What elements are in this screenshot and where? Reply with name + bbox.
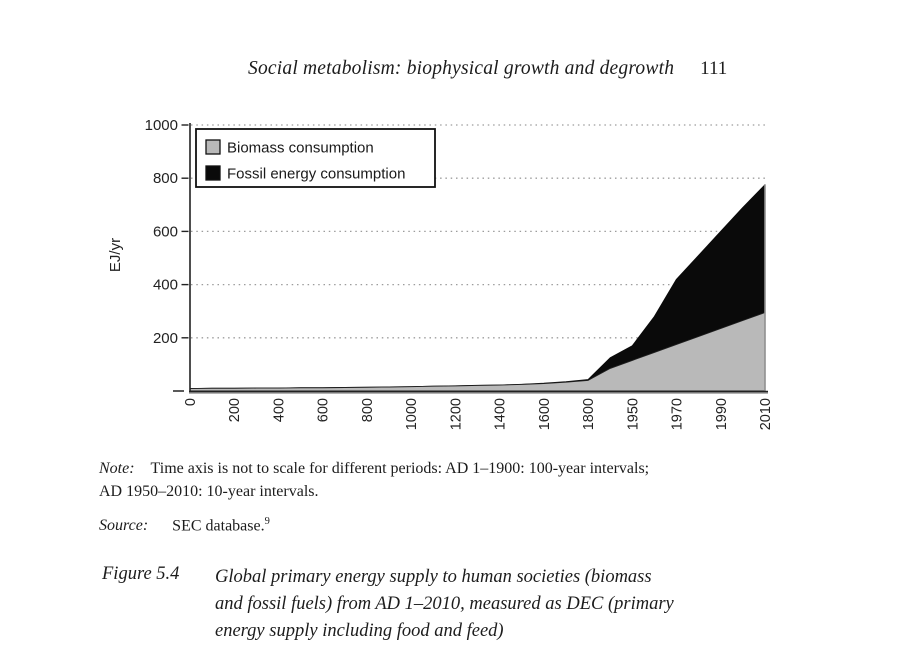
x-tick-label: 600 [315,398,332,423]
x-tick-label: 1800 [581,397,598,431]
y-tick-label: 1000 [144,117,178,134]
energy-supply-chart [100,105,800,450]
legend-swatch-biomass [206,140,220,154]
figure-label: Figure 5.4 [102,564,180,584]
source-footnote-marker: 9 [264,516,270,527]
source-text: SEC database. [172,517,265,535]
y-tick-label: 600 [152,223,178,241]
x-tick-label: 400 [271,398,288,423]
y-tick-label: 400 [152,276,178,294]
legend-label: Biomass consumption [227,139,374,157]
legend-swatch-fossil [206,166,220,180]
chart-note [99,457,839,503]
x-tick-label: 1990 [713,398,730,431]
y-tick-label: 800 [152,170,178,188]
note-line-2: AD 1950–2010: 10-year intervals. [99,483,319,500]
running-header [248,58,727,80]
x-tick-label: 1400 [492,398,509,431]
x-tick-label: 2010 [758,398,774,431]
figure-caption [102,564,674,645]
stacked-area-chart [100,105,800,450]
x-tick-label: 1950 [625,398,642,431]
x-tick-label: 0 [183,398,199,407]
running-header-title: Social metabolism: biophysical growth and degrowth [248,58,675,79]
y-axis-title: EJ/yr [107,237,124,273]
caption-line-3: energy supply including food and feed) [215,621,504,641]
source-label: Source: [99,517,149,535]
caption-line-2: and fossil fuels) from AD 1–2010, measured as DEC (primary [215,594,674,614]
x-tick-label: 1970 [669,398,686,431]
x-tick-label: 1200 [448,398,465,431]
note-label: Note: [99,460,135,477]
page-number: 111 [700,58,728,79]
x-tick-label: 1000 [404,398,421,431]
legend-label: Fossil energy consumption [227,165,406,183]
caption-line-1: Global primary energy supply to human societies (biomass [215,567,652,587]
note-line-1 [99,457,839,480]
note-text-1: Time axis is not to scale for different periods: AD 1–1900: 100-year intervals; [150,460,650,477]
y-tick-label: 200 [152,329,178,347]
chart-source [99,516,270,535]
x-tick-label: 200 [227,398,244,423]
x-tick-label: 1600 [536,398,553,431]
x-tick-label: 800 [359,398,376,423]
figure-caption-text [215,564,674,645]
